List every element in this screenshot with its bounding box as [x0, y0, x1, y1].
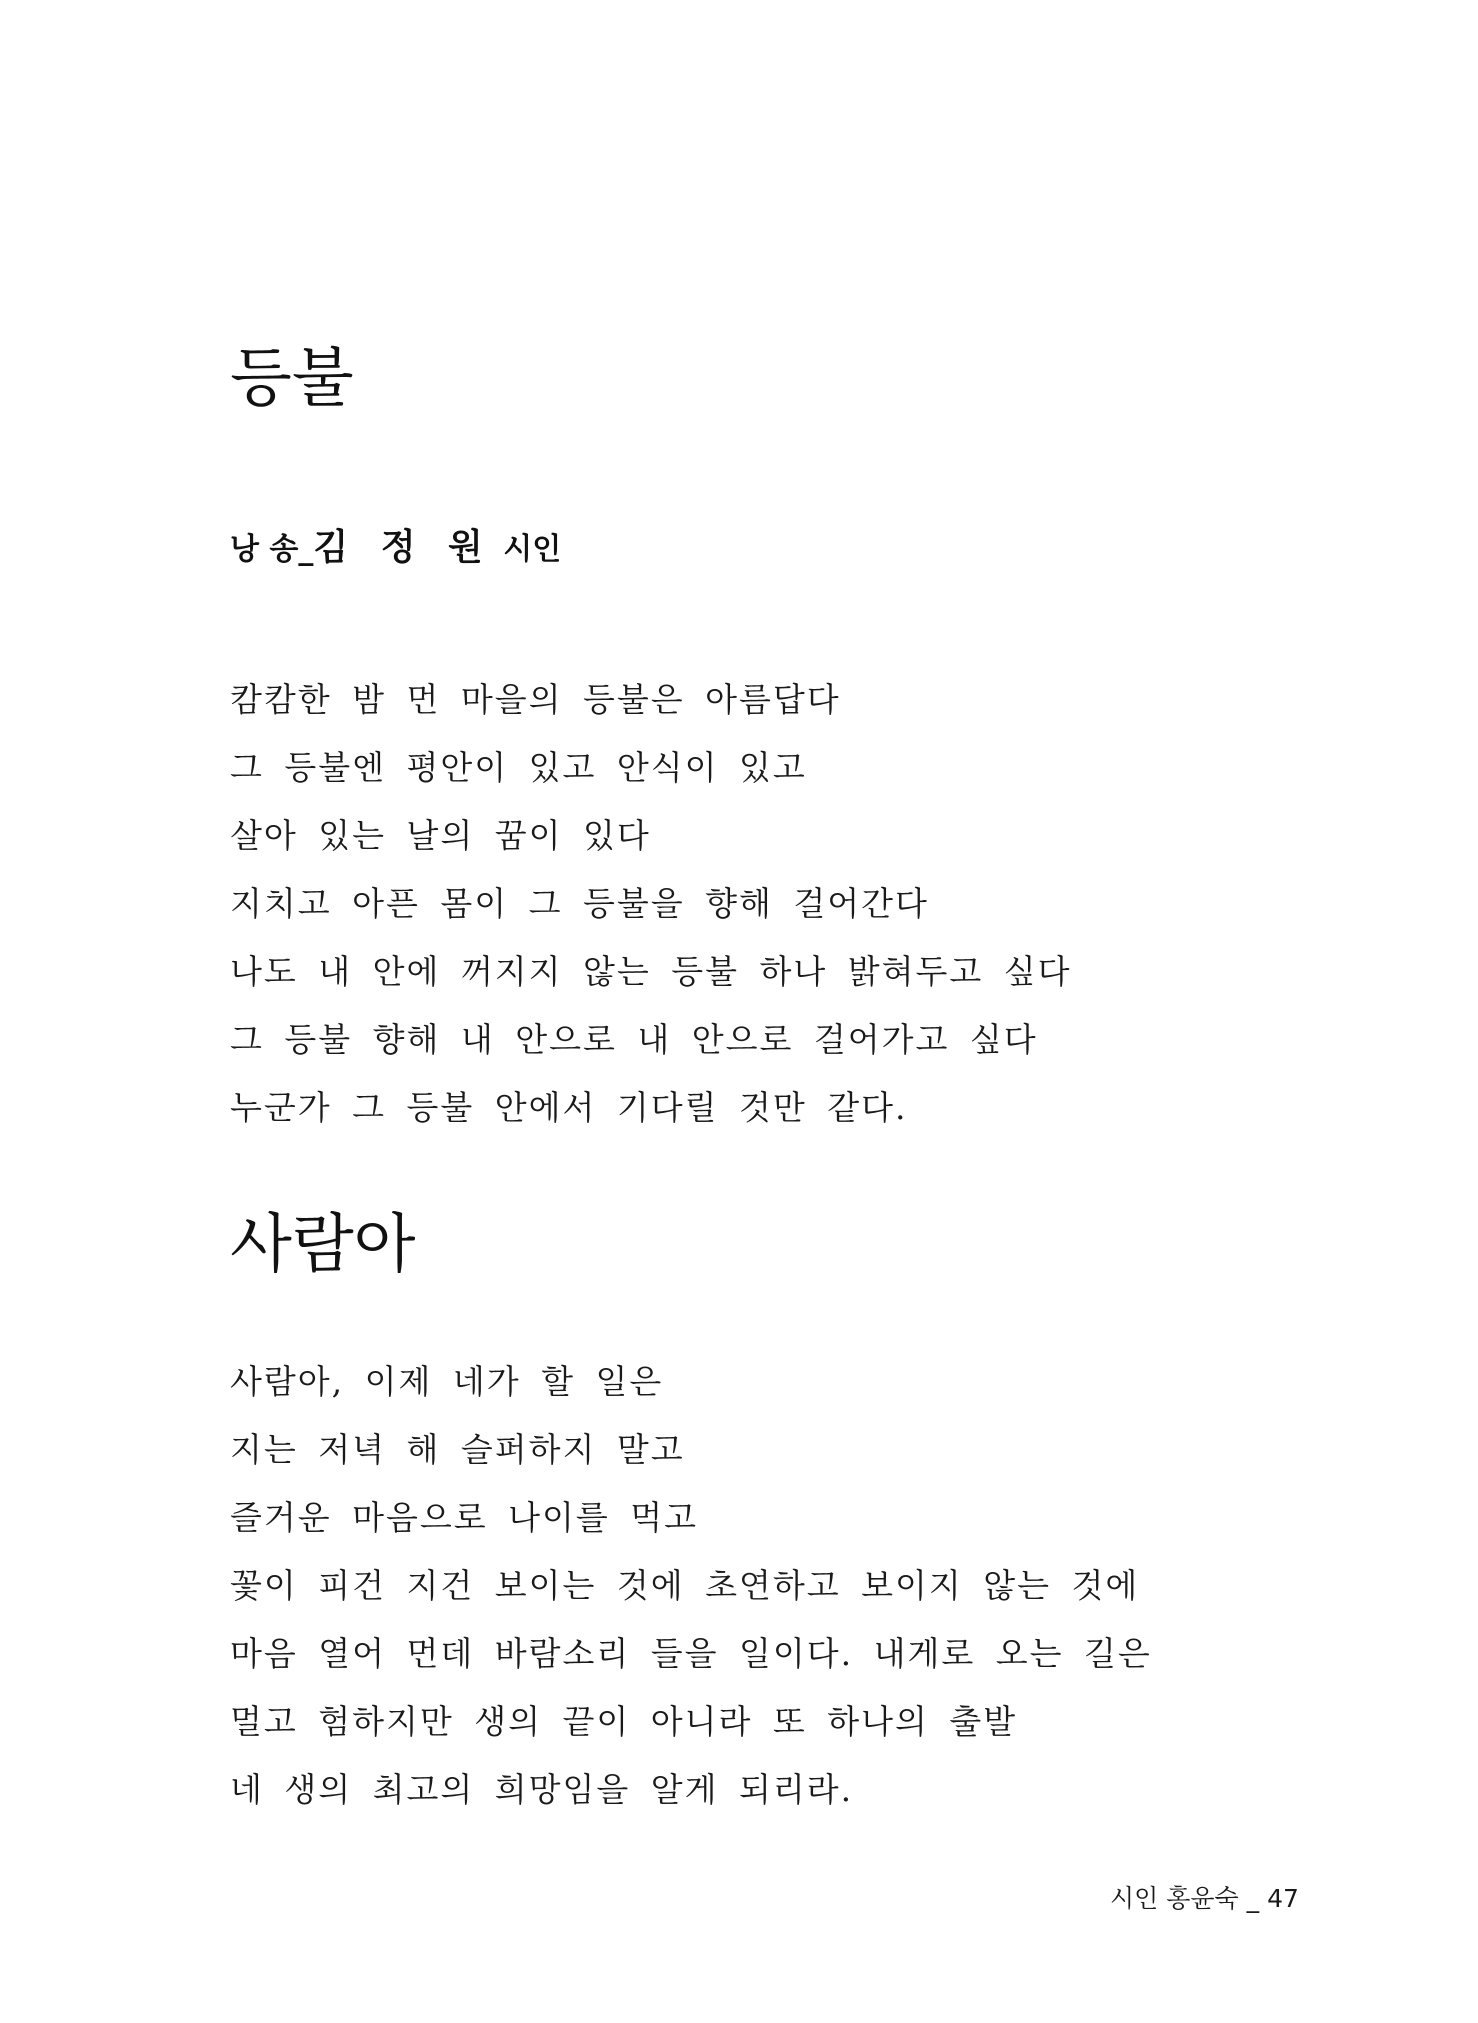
poem-line: 꽃이 피건 지건 보이는 것에 초연하고 보이지 않는 것에: [230, 1566, 1140, 1605]
reader-suffix: 시인: [492, 532, 562, 567]
poem-line: 살아 있는 날의 꿈이 있다: [230, 816, 651, 855]
poem-line: 그 등불엔 평안이 있고 안식이 있고: [230, 748, 807, 787]
poem-body: [230, 666, 1071, 1142]
page-footer: 시인 홍윤숙 _ 47: [1110, 1884, 1299, 1913]
reader-name: 김 정 원: [313, 527, 493, 568]
poem-line: 누군가 그 등불 안에서 기다릴 것만 같다.: [230, 1088, 908, 1127]
poem-line: 지치고 아픈 몸이 그 등불을 향해 걸어간다: [230, 884, 929, 923]
poem-title: 등불: [230, 342, 354, 416]
reader-prefix: 낭 송_: [230, 532, 314, 567]
poem-line: 나도 내 안에 꺼지지 않는 등불 하나 밝혀두고 싶다: [230, 952, 1072, 991]
poem-title: 사람아: [230, 1208, 416, 1282]
poem-line: 즐거운 마음으로 나이를 먹고: [230, 1498, 699, 1537]
poem-line: 지는 저녁 해 슬퍼하지 말고: [230, 1430, 685, 1469]
reader-credit: [230, 527, 562, 568]
poem-body: [230, 1348, 1152, 1824]
poem-line: 멀고 험하지만 생의 끝이 아니라 또 하나의 출발: [230, 1702, 1018, 1741]
poem-line: 네 생의 최고의 희망임을 알게 되리라.: [230, 1770, 854, 1809]
poem-line: 마음 열어 먼데 바람소리 들을 일이다. 내게로 오는 길은: [230, 1634, 1152, 1673]
poem-line: 사람아, 이제 네가 할 일은: [230, 1362, 664, 1401]
poem-line: 캄캄한 밤 먼 마을의 등불은 아름답다: [230, 680, 841, 719]
poem-line: 그 등불 향해 내 안으로 내 안으로 걸어가고 싶다: [230, 1020, 1038, 1059]
